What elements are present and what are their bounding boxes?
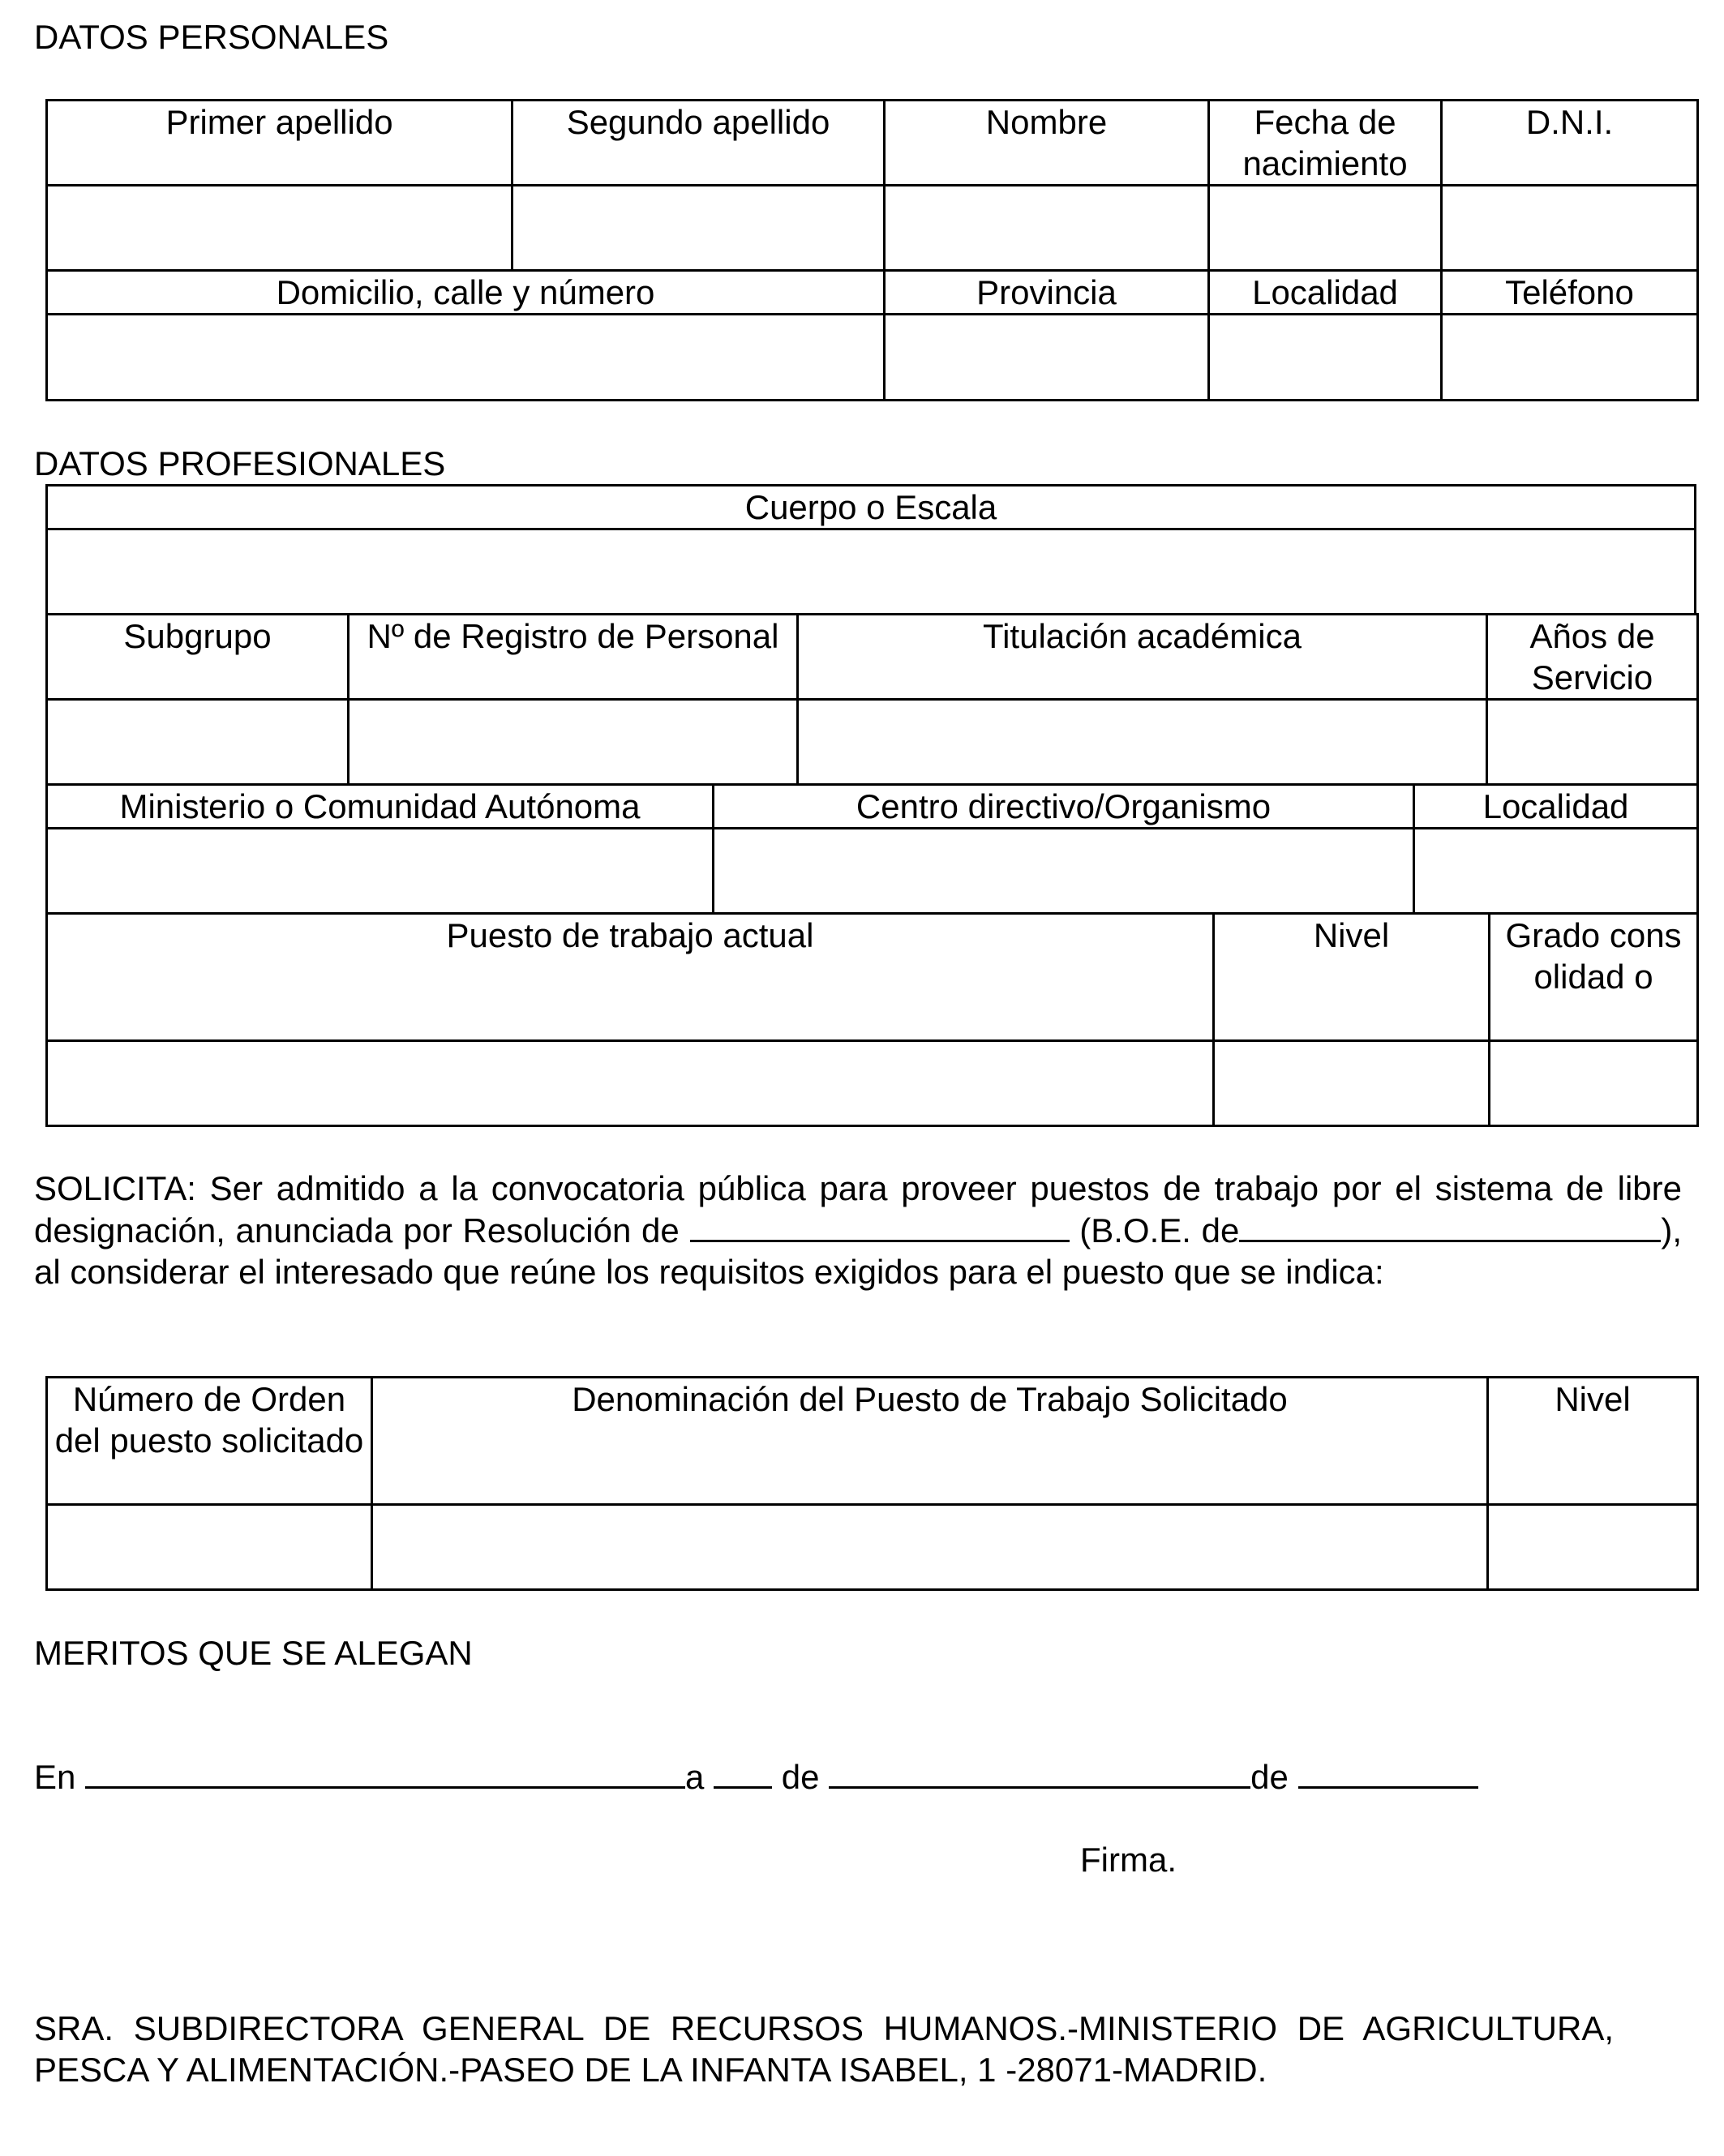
field-registro-personal[interactable]: [349, 700, 798, 785]
profesional-heading: DATOS PROFESIONALES: [34, 444, 446, 482]
header-puesto-actual: Puesto de trabajo actual: [47, 914, 1214, 1041]
date-en-label: En: [34, 1758, 76, 1796]
date-a-label: a: [685, 1758, 705, 1796]
field-nombre[interactable]: [885, 186, 1209, 271]
field-centro-directivo[interactable]: [714, 829, 1414, 914]
personal-heading: DATOS PERSONALES: [34, 18, 389, 56]
header-nombre: Nombre: [885, 101, 1209, 186]
boe-field[interactable]: [1239, 1209, 1661, 1242]
header-nivel-solicitado: Nivel: [1488, 1378, 1698, 1505]
header-grado-consolidado: Grado consolidad o: [1490, 914, 1698, 1041]
header-primer-apellido: Primer apellido: [47, 101, 512, 186]
header-localidad: Localidad: [1209, 271, 1442, 315]
date-de-label-1: de: [781, 1758, 820, 1796]
header-anos-servicio: Años de Servicio: [1487, 615, 1698, 700]
lugar-field[interactable]: [85, 1755, 685, 1789]
header-domicilio: Domicilio, calle y número: [47, 271, 885, 315]
header-numero-orden: Número de Orden del puesto solicitado: [47, 1378, 372, 1505]
solicita-text-2: (B.O.E. de: [1079, 1211, 1240, 1249]
header-localidad-profesional: Localidad: [1414, 785, 1698, 829]
header-nivel-actual: Nivel: [1214, 914, 1490, 1041]
field-titulacion[interactable]: [798, 700, 1487, 785]
field-localidad[interactable]: [1209, 315, 1442, 401]
field-nivel-solicitado[interactable]: [1488, 1505, 1698, 1590]
ministerio-table: [45, 783, 1699, 915]
field-domicilio[interactable]: [47, 315, 885, 401]
dia-field[interactable]: [714, 1755, 772, 1789]
header-titulacion: Titulación académica: [798, 615, 1487, 700]
header-telefono: Teléfono: [1442, 271, 1698, 315]
header-segundo-apellido: Segundo apellido: [512, 101, 885, 186]
puesto-actual-table: [45, 912, 1699, 1127]
field-segundo-apellido[interactable]: [512, 186, 885, 271]
field-localidad-profesional[interactable]: [1414, 829, 1698, 914]
solicita-text-1: SOLICITA: Ser admitido a la convocatoria pública para proveer puestos de trabajo por el sistema de libre designación, anunciada por Resolución de: [34, 1169, 1682, 1249]
header-denominacion-puesto: Denominación del Puesto de Trabajo Solicitado: [372, 1378, 1488, 1505]
header-subgrupo: Subgrupo: [47, 615, 349, 700]
header-ministerio: Ministerio o Comunidad Autónoma: [47, 785, 714, 829]
meritos-heading: MERITOS QUE SE ALEGAN: [34, 1634, 473, 1672]
field-denominacion-puesto[interactable]: [372, 1505, 1488, 1590]
ano-field[interactable]: [1298, 1755, 1478, 1789]
field-puesto-actual[interactable]: [47, 1041, 1214, 1126]
field-nivel-actual[interactable]: [1214, 1041, 1490, 1126]
field-numero-orden[interactable]: [47, 1505, 372, 1590]
field-fecha-nacimiento[interactable]: [1209, 186, 1442, 271]
solicita-paragraph: [34, 1168, 1682, 1292]
field-subgrupo[interactable]: [47, 700, 349, 785]
field-grado-consolidado[interactable]: [1490, 1041, 1698, 1126]
field-ministerio[interactable]: [47, 829, 714, 914]
header-dni: D.N.I.: [1442, 101, 1698, 186]
personal-table: [45, 99, 1699, 401]
header-provincia: Provincia: [885, 271, 1209, 315]
resolucion-field[interactable]: [690, 1209, 1070, 1242]
header-cuerpo-escala: Cuerpo o Escala: [47, 486, 1696, 529]
mes-field[interactable]: [829, 1755, 1250, 1789]
address-block: SRA. SUBDIRECTORA GENERAL DE RECURSOS HUMANOS.-MINISTERIO DE AGRICULTURA, PESCA Y ALIMENTACIÓN.-PASEO DE LA INFANTA ISABEL, 1 -28071-MADRID.: [34, 2009, 1614, 2089]
field-provincia[interactable]: [885, 315, 1209, 401]
header-registro-personal: Nº de Registro de Personal: [349, 615, 798, 700]
header-centro-directivo: Centro directivo/Organismo: [714, 785, 1414, 829]
field-primer-apellido[interactable]: [47, 186, 512, 271]
header-fecha-nacimiento: Fecha de nacimiento: [1209, 101, 1442, 186]
field-anos-servicio[interactable]: [1487, 700, 1698, 785]
field-cuerpo-escala[interactable]: [47, 529, 1696, 615]
date-line: [34, 1755, 1478, 1798]
solicita-text-3: ), al considerar el interesado que reúne los requisitos exigidos para el puesto que se indica:: [34, 1211, 1683, 1291]
cuerpo-table: [45, 484, 1696, 615]
field-dni[interactable]: [1442, 186, 1698, 271]
subgrupo-table: [45, 613, 1699, 786]
firma-label: Firma.: [1080, 1841, 1177, 1879]
puesto-solicitado-table: [45, 1376, 1699, 1591]
date-de-label-2: de: [1250, 1758, 1289, 1796]
field-telefono[interactable]: [1442, 315, 1698, 401]
